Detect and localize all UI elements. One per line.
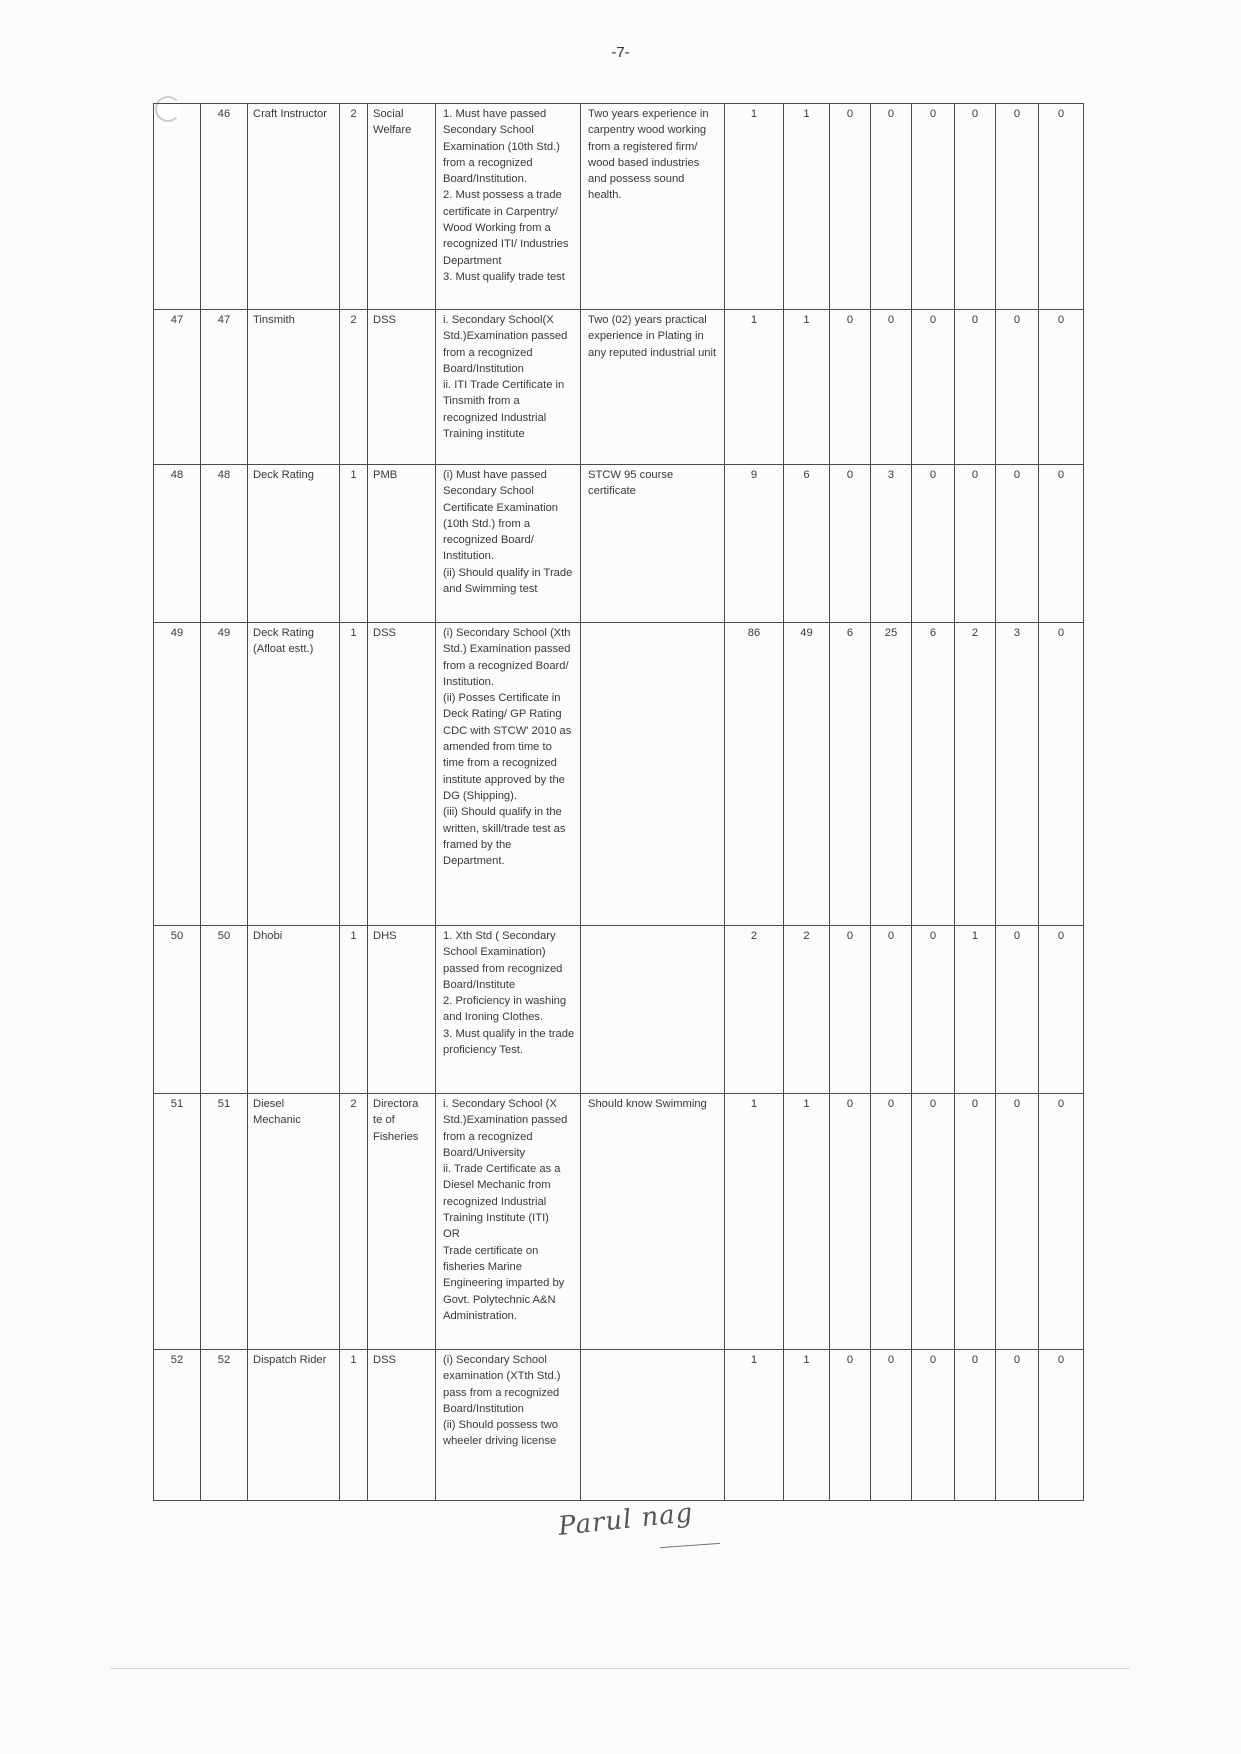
count-cell: 0 — [830, 104, 871, 310]
qualification-cell: (i) Secondary School (Xth Std.) Examination passed from a recognized Board/ Institution. (ii) Posses Certificate in Deck Rating/ GP Rating CDC with STCW' 2010 as amended from time to time from a recognized institute approved by the DG (Shipping). (iii) Should qualify in the written, skill/trade test as framed by the Department. — [436, 623, 581, 926]
department-cell: DSS — [368, 623, 436, 926]
count-cell: 0 — [871, 1350, 912, 1501]
count-cell: 0 — [830, 1094, 871, 1350]
count-cell: 0 — [871, 926, 912, 1094]
count-cell: 0 — [871, 104, 912, 310]
recruitment-table — [153, 103, 1084, 1501]
experience-cell: Two years experience in carpentry wood working from a registered firm/ wood based industries and possess sound health. — [581, 104, 725, 310]
group-cell: 1 — [340, 623, 368, 926]
count-cell: 1 — [784, 104, 830, 310]
count-cell: 3 — [996, 623, 1039, 926]
count-cell: 0 — [830, 1350, 871, 1501]
count-cell: 0 — [1039, 104, 1084, 310]
table-row — [154, 465, 1084, 623]
group-cell: 1 — [340, 926, 368, 1094]
count-cell: 6 — [912, 623, 955, 926]
sl-no-cell — [154, 104, 201, 310]
count-cell: 0 — [912, 104, 955, 310]
page-bottom-rule — [110, 1668, 1130, 1669]
qualification-cell: i. Secondary School (X Std.)Examination passed from a recognized Board/University ii. Trade Certificate as a Diesel Mechanic from recognized Industrial Training Institute (ITI) OR Trade certificate on fisheries Marine Engineering imparted by Govt. Polytechnic A&N Administration. — [436, 1094, 581, 1350]
count-cell: 0 — [912, 926, 955, 1094]
count-cell: 0 — [830, 310, 871, 465]
count-cell: 0 — [830, 465, 871, 623]
post-no-cell: 52 — [201, 1350, 248, 1501]
sl-no-cell: 51 — [154, 1094, 201, 1350]
department-cell: DSS — [368, 1350, 436, 1501]
sl-no-cell: 49 — [154, 623, 201, 926]
department-cell: PMB — [368, 465, 436, 623]
qualification-cell: (i) Must have passed Secondary School Certificate Examination (10th Std.) from a recognized Board/ Institution. (ii) Should qualify in Trade and Swimming test — [436, 465, 581, 623]
count-cell: 0 — [996, 1094, 1039, 1350]
count-cell: 0 — [955, 1094, 996, 1350]
experience-cell — [581, 1350, 725, 1501]
count-cell: 6 — [830, 623, 871, 926]
count-cell: 86 — [725, 623, 784, 926]
post-name-cell: Deck Rating — [248, 465, 340, 623]
count-cell: 25 — [871, 623, 912, 926]
group-cell: 2 — [340, 1094, 368, 1350]
table-row — [154, 310, 1084, 465]
group-cell: 2 — [340, 104, 368, 310]
qualification-cell: (i) Secondary School examination (XTth Std.) pass from a recognized Board/Institution (ii) Should possess two wheeler driving license — [436, 1350, 581, 1501]
count-cell: 0 — [955, 1350, 996, 1501]
sl-no-cell: 48 — [154, 465, 201, 623]
count-cell: 0 — [1039, 465, 1084, 623]
post-name-cell: Craft Instructor — [248, 104, 340, 310]
table-row — [154, 104, 1084, 310]
experience-cell: STCW 95 course certificate — [581, 465, 725, 623]
post-no-cell: 46 — [201, 104, 248, 310]
department-cell: Directora te of Fisheries — [368, 1094, 436, 1350]
count-cell: 0 — [912, 1094, 955, 1350]
group-cell: 2 — [340, 310, 368, 465]
count-cell: 0 — [912, 1350, 955, 1501]
experience-cell — [581, 623, 725, 926]
post-name-cell: Tinsmith — [248, 310, 340, 465]
table-row — [154, 926, 1084, 1094]
table-row — [154, 1094, 1084, 1350]
sl-no-cell: 47 — [154, 310, 201, 465]
signature: Parul nag — [556, 1498, 695, 1542]
page-number: -7- — [611, 44, 630, 61]
post-name-cell: Diesel Mechanic — [248, 1094, 340, 1350]
sl-no-cell: 52 — [154, 1350, 201, 1501]
count-cell: 1 — [784, 310, 830, 465]
count-cell: 0 — [1039, 623, 1084, 926]
count-cell: 0 — [996, 926, 1039, 1094]
count-cell: 0 — [871, 1094, 912, 1350]
post-no-cell: 49 — [201, 623, 248, 926]
count-cell: 9 — [725, 465, 784, 623]
count-cell: 0 — [955, 104, 996, 310]
count-cell: 0 — [912, 310, 955, 465]
count-cell: 2 — [955, 623, 996, 926]
group-cell: 1 — [340, 465, 368, 623]
group-cell: 1 — [340, 1350, 368, 1501]
count-cell: 6 — [784, 465, 830, 623]
experience-cell — [581, 926, 725, 1094]
signature-underline — [660, 1543, 720, 1548]
count-cell: 1 — [955, 926, 996, 1094]
post-no-cell: 51 — [201, 1094, 248, 1350]
count-cell: 0 — [830, 926, 871, 1094]
count-cell: 2 — [725, 926, 784, 1094]
department-cell: DHS — [368, 926, 436, 1094]
count-cell: 0 — [996, 310, 1039, 465]
experience-cell: Two (02) years practical experience in Plating in any reputed industrial unit — [581, 310, 725, 465]
count-cell: 0 — [996, 104, 1039, 310]
post-name-cell: Dispatch Rider — [248, 1350, 340, 1501]
count-cell: 0 — [1039, 1094, 1084, 1350]
qualification-cell: 1. Xth Std ( Secondary School Examination) passed from recognized Board/Institute 2. Proficiency in washing and Ironing Clothes. 3. Must qualify in the trade proficiency Test. — [436, 926, 581, 1094]
count-cell: 2 — [784, 926, 830, 1094]
count-cell: 3 — [871, 465, 912, 623]
table-row — [154, 1350, 1084, 1501]
count-cell: 0 — [1039, 926, 1084, 1094]
count-cell: 1 — [725, 1094, 784, 1350]
count-cell: 1 — [725, 104, 784, 310]
count-cell: 0 — [912, 465, 955, 623]
post-no-cell: 48 — [201, 465, 248, 623]
qualification-cell: i. Secondary School(X Std.)Examination passed from a recognized Board/Institution ii. ITI Trade Certificate in Tinsmith from a recognized Industrial Training institute — [436, 310, 581, 465]
count-cell: 1 — [725, 1350, 784, 1501]
count-cell: 0 — [996, 1350, 1039, 1501]
count-cell: 0 — [955, 310, 996, 465]
post-no-cell: 47 — [201, 310, 248, 465]
post-name-cell: Deck Rating (Afloat estt.) — [248, 623, 340, 926]
experience-cell: Should know Swimming — [581, 1094, 725, 1350]
count-cell: 1 — [784, 1094, 830, 1350]
post-no-cell: 50 — [201, 926, 248, 1094]
count-cell: 1 — [725, 310, 784, 465]
count-cell: 49 — [784, 623, 830, 926]
department-cell: DSS — [368, 310, 436, 465]
sl-no-cell: 50 — [154, 926, 201, 1094]
count-cell: 1 — [784, 1350, 830, 1501]
count-cell: 0 — [1039, 310, 1084, 465]
count-cell: 0 — [955, 465, 996, 623]
count-cell: 0 — [871, 310, 912, 465]
count-cell: 0 — [996, 465, 1039, 623]
post-name-cell: Dhobi — [248, 926, 340, 1094]
count-cell: 0 — [1039, 1350, 1084, 1501]
department-cell: Social Welfare — [368, 104, 436, 310]
qualification-cell: 1. Must have passed Secondary School Examination (10th Std.) from a recognized Board/Institution. 2. Must possess a trade certificate in Carpentry/ Wood Working from a recognized ITI/ Industries Department 3. Must qualify trade test — [436, 104, 581, 310]
table-row — [154, 623, 1084, 926]
